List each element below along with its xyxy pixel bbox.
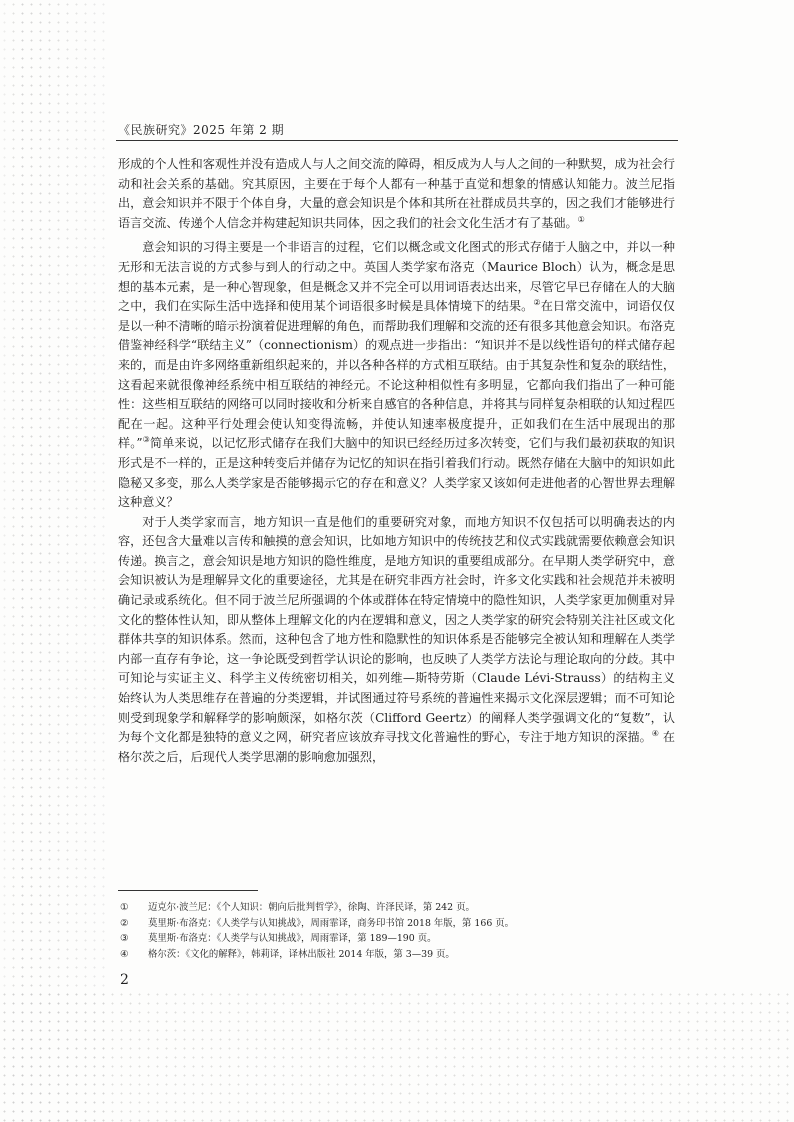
footnote-mark: ④ <box>120 948 129 960</box>
margin-dot-pattern <box>0 0 110 1122</box>
paragraph <box>118 238 675 512</box>
paragraph <box>118 513 675 768</box>
footnote-rule <box>118 890 258 891</box>
footnote <box>118 916 675 932</box>
header-rule <box>116 140 678 141</box>
paragraph-text: 在格尔茨之后，后现代人类学思潮的影响愈加强烈， <box>118 730 675 764</box>
footnote-ref[interactable]: ② <box>533 298 541 308</box>
paragraph-text: 意会知识的习得主要是一个非语言的过程，它们以概念或文化图式的形式存储于人脑之中，并以一种无形和无法言说的方式参与到人的行动之中。英国人类学家布洛克（Maurice Bloch）认为，概念是思想的基本元素，是一种心智现象，但是概念又并不完全可以用词语表达出来，尽管它早已存储在人的大脑之中，我们在实际生活中选择和使用某个词语很多时候是具体情境下的结果。 <box>118 240 675 314</box>
paragraph-text: 在日常交流中，词语仅仅是以一种不清晰的暗示扮演着促进理解的角色，而帮助我们理解和交流的还有很多其他意会知识。布洛克借鉴神经科学“联结主义”（connectionism）的观点进一步指出：“知识并不是以线性语句的样式储存起来的，而是由许多网络重新组织起来的，并以各种各样的方式相互联结。由于其复杂性和复杂的联结性，这看起来就很像神经系统中相互联结的神经元。不论这种相似性有多明显，它都向我们指出了一种可能性：这些相互联结的网络可以同时接收和分析来自感官的各种信息，并将其与同样复杂相联的认知过程匹配在一起。这种平行处理会使认知变得流畅，并使认知速率极度提升，正如我们在生活中展现出的那样。” <box>118 299 675 451</box>
footnote-text: 莫里斯·布洛克：《人类学与认知挑战》，周雨霏译，商务印书馆 2018 年版，第 166 页。 <box>148 917 515 929</box>
running-header: 《民族研究》2025 年第 2 期 <box>118 123 285 137</box>
footnote-text: 莫里斯·布洛克：《人类学与认知挑战》，周雨霏译，第 189—190 页。 <box>148 933 437 944</box>
footnote-ref[interactable]: ④ <box>651 729 659 739</box>
footnote-mark: ① <box>120 902 129 913</box>
paragraph <box>118 155 675 233</box>
bottom-dot-pattern <box>0 990 794 1122</box>
footnote-text: 迈克尔·波兰尼：《个人知识：朝向后批判哲学》，徐陶、许泽民译，第 242 页。 <box>148 902 475 913</box>
footnote <box>118 947 675 963</box>
footnote <box>118 931 675 947</box>
footnote-ref[interactable]: ③ <box>142 435 150 445</box>
page-number: 2 <box>120 972 129 988</box>
paragraph-text: 形成的个人性和客观性并没有造成人与人之间交流的障碍，相反成为人与人之间的一种默契，成为社会行动和社会关系的基础。究其原因，主要在于每个人都有一种基于直觉和想象的情感认知能力。波兰尼指出，意会知识并不限于个体自身，大量的意会知识是个体和其所在社群成员共享的，因之我们才能够进行语言交流、传递个人信念并构建起知识共同体，因之我们的社会文化生活才有了基础。 <box>118 157 675 230</box>
article-body <box>118 155 675 767</box>
footnote-mark: ② <box>120 917 129 929</box>
footnote <box>118 900 675 916</box>
footnote-text: 格尔茨：《文化的解释》，韩莉译，译林出版社 2014 年版，第 3—39 页。 <box>148 948 455 960</box>
paragraph-text: 简单来说，以记忆形式储存在我们大脑中的知识已经经历过多次转变，它们与我们最初获取的知识形式是不一样的，正是这种转变后并储存为记忆的知识在指引着我们行动。既然存储在大脑中的知识如此隐秘又多变，那么人类学家是否能够揭示它的存在和意义？人类学家又该如何走进他者的心智世界去理解这种意义？ <box>118 436 675 510</box>
footnote-mark: ③ <box>120 933 129 944</box>
footnote-ref[interactable]: ① <box>577 214 585 224</box>
footnotes <box>118 900 675 962</box>
paragraph-text: 对于人类学家而言，地方知识一直是他们的重要研究对象，而地方知识不仅包括可以明确表达的内容，还包含大量难以言传和触摸的意会知识，比如地方知识中的传统技艺和仪式实践就需要依赖意会知识传递。换言之，意会知识是地方知识的隐性维度，是地方知识的重要组成部分。在早期人类学研究中，意会知识被认为是理解异文化的重要途径，尤其是在研究非西方社会时，许多文化实践和社会规范并未被明确记录或系统化。但不同于波兰尼所强调的个体或群体在特定情境中的隐性知识，人类学家更加侧重对异文化的整体性认知，即从整体上理解文化的内在逻辑和意义，因之人类学家的研究会特别关注社区或文化群体共享的知识体系。然而，这种包含了地方性和隐默性的知识体系是否能够完全被认知和理解在人类学内部一直存有争论，这一争论既受到哲学认识论的影响，也反映了人类学方法论与理论取向的分歧。其中可知论与实证主义、科学主义传统密切相关，如列维—斯特劳斯（Claude Lévi-Strauss）的结构主义始终认为人类思维存在普遍的分类逻辑，并试图通过符号系统的普遍性来揭示文化深层逻辑；而不可知论则受到现象学和解释学的影响颇深，如格尔茨（Clifford Geertz）的阐释人类学强调文化的“复数”，认为每个文化都是独特的意义之网，研究者应该放弃寻找文化普遍性的野心，专注于地方知识的深描。 <box>118 514 675 745</box>
